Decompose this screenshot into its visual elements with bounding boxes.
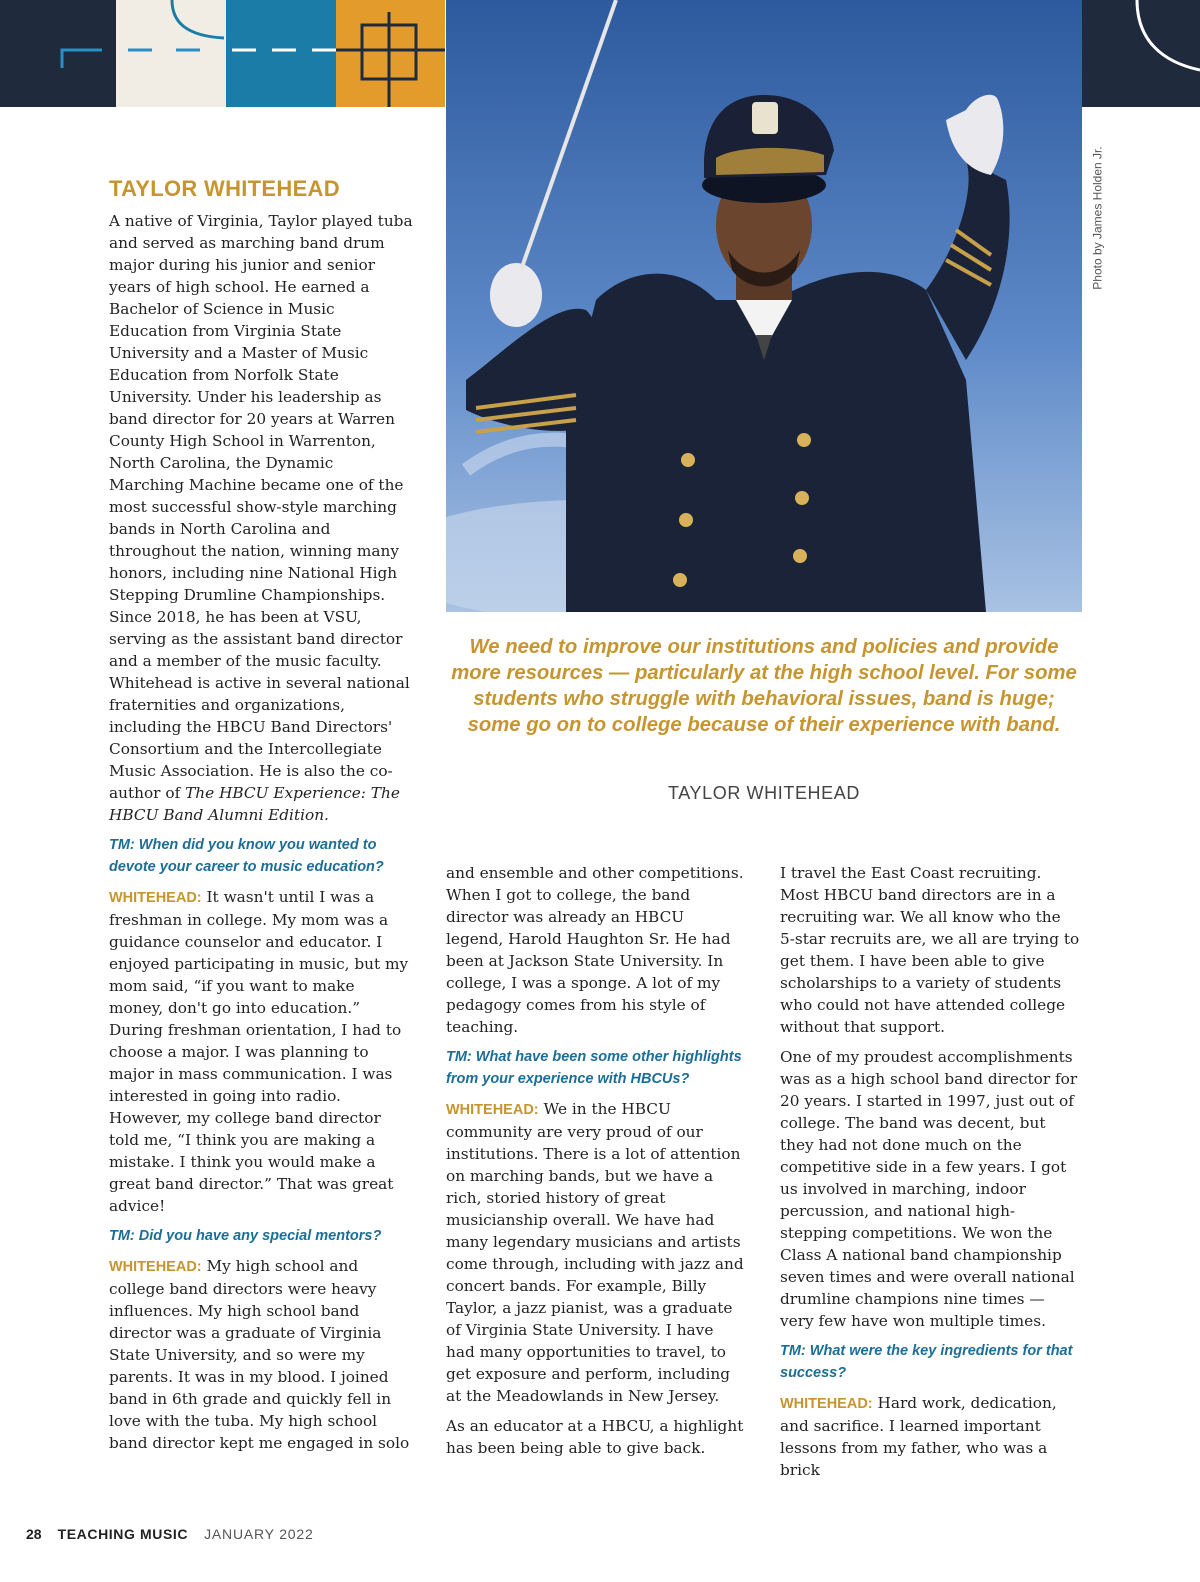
answer-3-paragraph-2: As an educator at a HBCU, a highlight has been being able to give back.: [446, 1417, 744, 1457]
issue-date: JANUARY 2022: [204, 1526, 314, 1542]
pull-quote: We need to improve our institutions and policies and provide more resources — particularly at the high school level. For some students who struggle with behavioral issues, band is huge; some go on to college because of their experience with band.: [451, 636, 1077, 736]
question-4: TM: What were the key ingredients for that success?: [780, 1343, 1073, 1381]
column-2: [446, 862, 746, 1467]
answer-2-continued: and ensemble and other competitions. When I got to college, the band director was already an HBCU legend, Harold Haughton Sr. He had been at Jackson State University. In college, I was a sponge. A lot of my pedagogy comes from his style of teaching.: [446, 864, 744, 1036]
magazine-name: TEACHING MUSIC: [57, 1526, 189, 1542]
answer-4: WHITEHEAD: Hard work, dedication, and sacrifice. I learned important lessons from my father, who was a brick: [780, 1394, 1057, 1479]
question-2: TM: Did you have any special mentors?: [109, 1228, 382, 1244]
question-3: TM: What have been some other highlights from your experience with HBCUs?: [446, 1049, 742, 1087]
header-right-arc: [1082, 0, 1200, 107]
pull-quote-attribution: TAYLOR WHITEHEAD: [668, 783, 860, 803]
profile-name: TAYLOR WHITEHEAD: [109, 176, 340, 201]
answer-3: WHITEHEAD: We in the HBCU community are very proud of our institutions. There is a lot of attention on marching bands, but we have a rich, storied history of great musicianship overall. We have had many legendary musicians and artists come through, including with jazz and concert bands. For example, Billy Taylor, a jazz pianist, was a graduate of Virginia State University. I have had many opportunities to travel, to get exposure and perform, including at the Meadowlands in New Jersey.: [446, 1100, 744, 1405]
photo-credit: Photo by James Holden Jr.: [1091, 145, 1106, 290]
answer-1: WHITEHEAD: It wasn't until I was a freshman in college. My mom was a guidance counselor and educator. I enjoyed participating in music, but my mom said, “if you want to make money, don't go into education.” During freshman orientation, I had to choose a major. I was planning to major in mass communication. I was interested in going into radio. However, my college band director told me, “I think you are making a mistake. I think you would make a great band director.” That was great advice!: [109, 888, 409, 1215]
page-footer: [26, 1526, 314, 1542]
answer-3-paragraph-3: One of my proudest accomplishments was as a high school band director for 20 years. I started in 1997, just out of college. The band was decent, but they had not done much on the competitive side in a few years. I got us involved in marching, indoor percussion, and national high-stepping competitions. We won the Class A national band championship seven times and were overall national drumline champions nine times — very few have won multiple times.: [780, 1048, 1078, 1330]
question-1: TM: When did you know you wanted to devote your career to music education?: [109, 837, 384, 875]
book-title: The HBCU Experience: The HBCU Band Alumni Edition.: [109, 784, 400, 824]
portrait-photo: [446, 0, 1082, 612]
page-number: 28: [26, 1526, 42, 1542]
profile-bio: A native of Virginia, Taylor played tuba and served as marching band drum major during his junior and senior years of high school. He earned a Bachelor of Science in Music Education from Virginia State University and a Master of Music Education from Norfolk State University. Under his leadership as band director for 20 years at Warren County High School in Warrenton, North Carolina, the Dynamic Marching Machine became one of the most successful show-style marching bands in North Carolina and throughout the nation, winning many honors, including nine National High Stepping Drumline Championships. Since 2018, he has been at VSU, serving as the assistant band director and a member of the music faculty. Whitehead is active in several national fraternities and organizations, including the HBCU Band Directors' Consortium and the Intercollegiate Music Association. He is also the co-author of The HBCU Experience: The HBCU Band Alumni Edition.: [109, 212, 413, 824]
column-3: [780, 862, 1080, 1489]
answer-2: WHITEHEAD: My high school and college band directors were heavy influences. My high school band director was a graduate of Virginia State University, and so were my parents. It was in my blood. I joined band in 6th grade and quickly fell in love with the tuba. My high school band director kept me engaged in solo: [109, 1257, 410, 1452]
column-1: [109, 176, 413, 1462]
answer-3-paragraph-2-continued: I travel the East Coast recruiting. Most HBCU band directors are in a recruiting war. We all know who the 5-star recruits are, we all are trying to get them. I have been able to give scholarships to a variety of students who could not have attended college without that support.: [780, 864, 1080, 1036]
header-line-ornament: [0, 0, 445, 107]
